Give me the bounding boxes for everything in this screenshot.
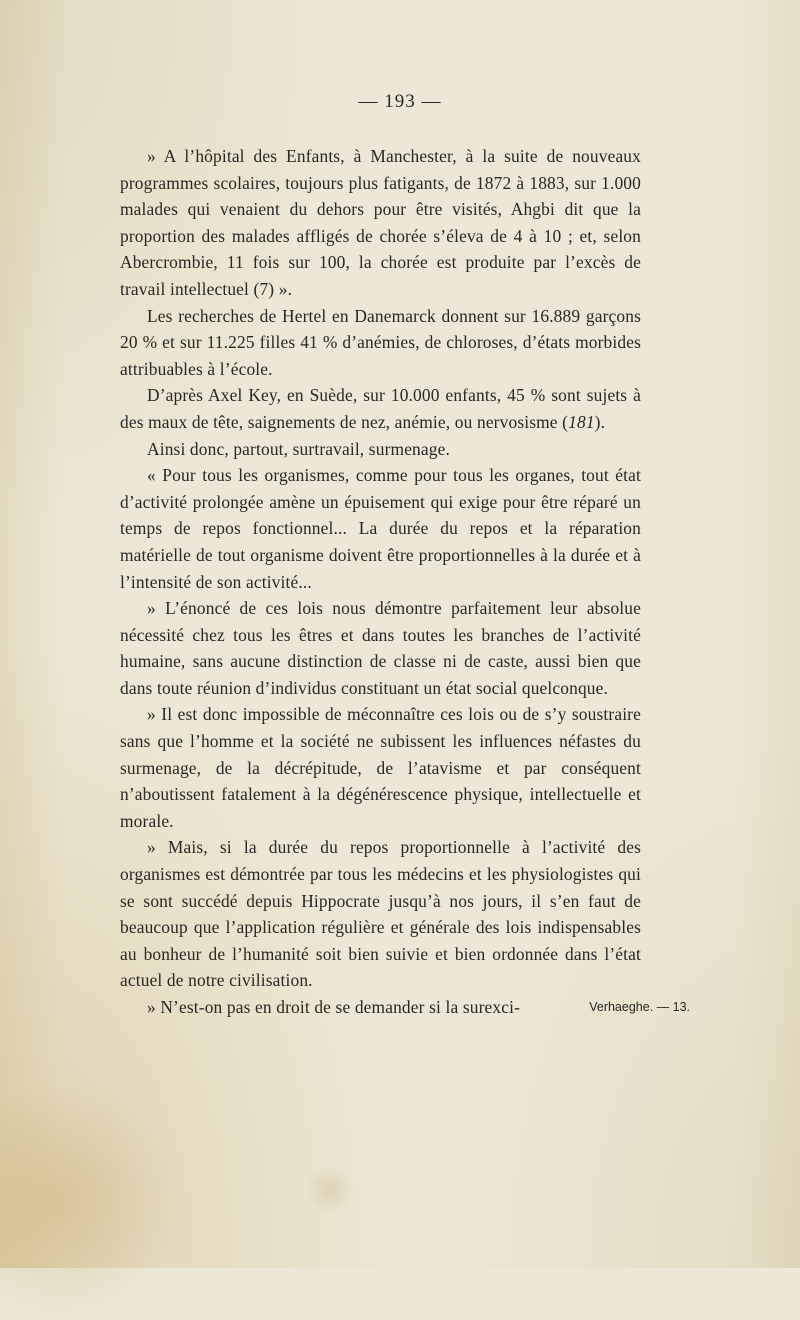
printer-signature: Verhaeghe. — 13.	[589, 1000, 690, 1014]
paper-stain	[0, 1080, 180, 1320]
paragraph: Les recherches de Hertel en Danemarck donnent sur 16.889 garçons 20 % et sur 11.225 filles 41 % d’anémies, de chloroses, d’états morbides attribuables à l’école.	[120, 305, 641, 379]
paragraph: » L’énoncé de ces lois nous démontre parfaitement leur absolue nécessité chez tous les êtres et dans toutes les branches de l’activité humaine, sans aucune distinction de classe ni de caste, aussi bien que dans toute réunion d’individus constituant un état social quelconque.	[120, 598, 641, 698]
paragraph: Ainsi donc, partout, surtravail, surmenage.	[147, 438, 450, 459]
body-text	[120, 143, 641, 1021]
paragraph: « Pour tous les organismes, comme pour tous les organes, tout état d’activité prolongée amène un épuisement qui exige pour être réparé un temps de repos fonctionnel... La durée du repos et la réparation matérielle de tout organisme doivent être proportionnelles à la durée et à l’intensité de son activité...	[120, 465, 641, 592]
paragraph: D’après Axel Key, en Suède, sur 10.000 enfants, 45 % sont sujets à des maux de tête, saignements de nez, anémie, ou nervosisme (181).	[120, 385, 641, 432]
page-number: — 193 —	[358, 91, 442, 112]
paragraph: » N’est-on pas en droit de se demander si la surexci-	[147, 997, 521, 1017]
paragraph: » Il est donc impossible de méconnaître ces lois ou de s’y soustraire sans que l’homme et la société ne subissent les influences néfastes du surmenage, de la décrépitude, de l’atavisme et par conséquent n’aboutissent fatalement à la dégénérescence physique, intellectuelle et morale.	[120, 704, 641, 831]
paragraph: » Mais, si la durée du repos proportionnelle à l’activité des organismes est démontrée par tous les médecins et les physiologistes qui se sont succédé depuis Hippocrate jusqu’à nos jours, il s’en faut de beaucoup que l’application régulière et générale des lois indispensables au bonheur de l’humanité soit bien suivie et bien ordonnée dans l’état actuel de notre civilisation.	[120, 837, 641, 991]
paper-stain	[300, 1170, 360, 1210]
paragraph: » A l’hôpital des Enfants, à Manchester, à la suite de nouveaux programmes scolaires, toujours plus fatigants, de 1872 à 1883, sur 1.000 malades qui venaient du dehors pour être visités, Ahgbi dit que la proportion des malades affligés de chorée s’éleva de 4 à 10 ; et, selon Abercrombie, 11 fois sur 100, la chorée est produite par l’excès de travail intellectuel (7) ».	[120, 146, 641, 299]
